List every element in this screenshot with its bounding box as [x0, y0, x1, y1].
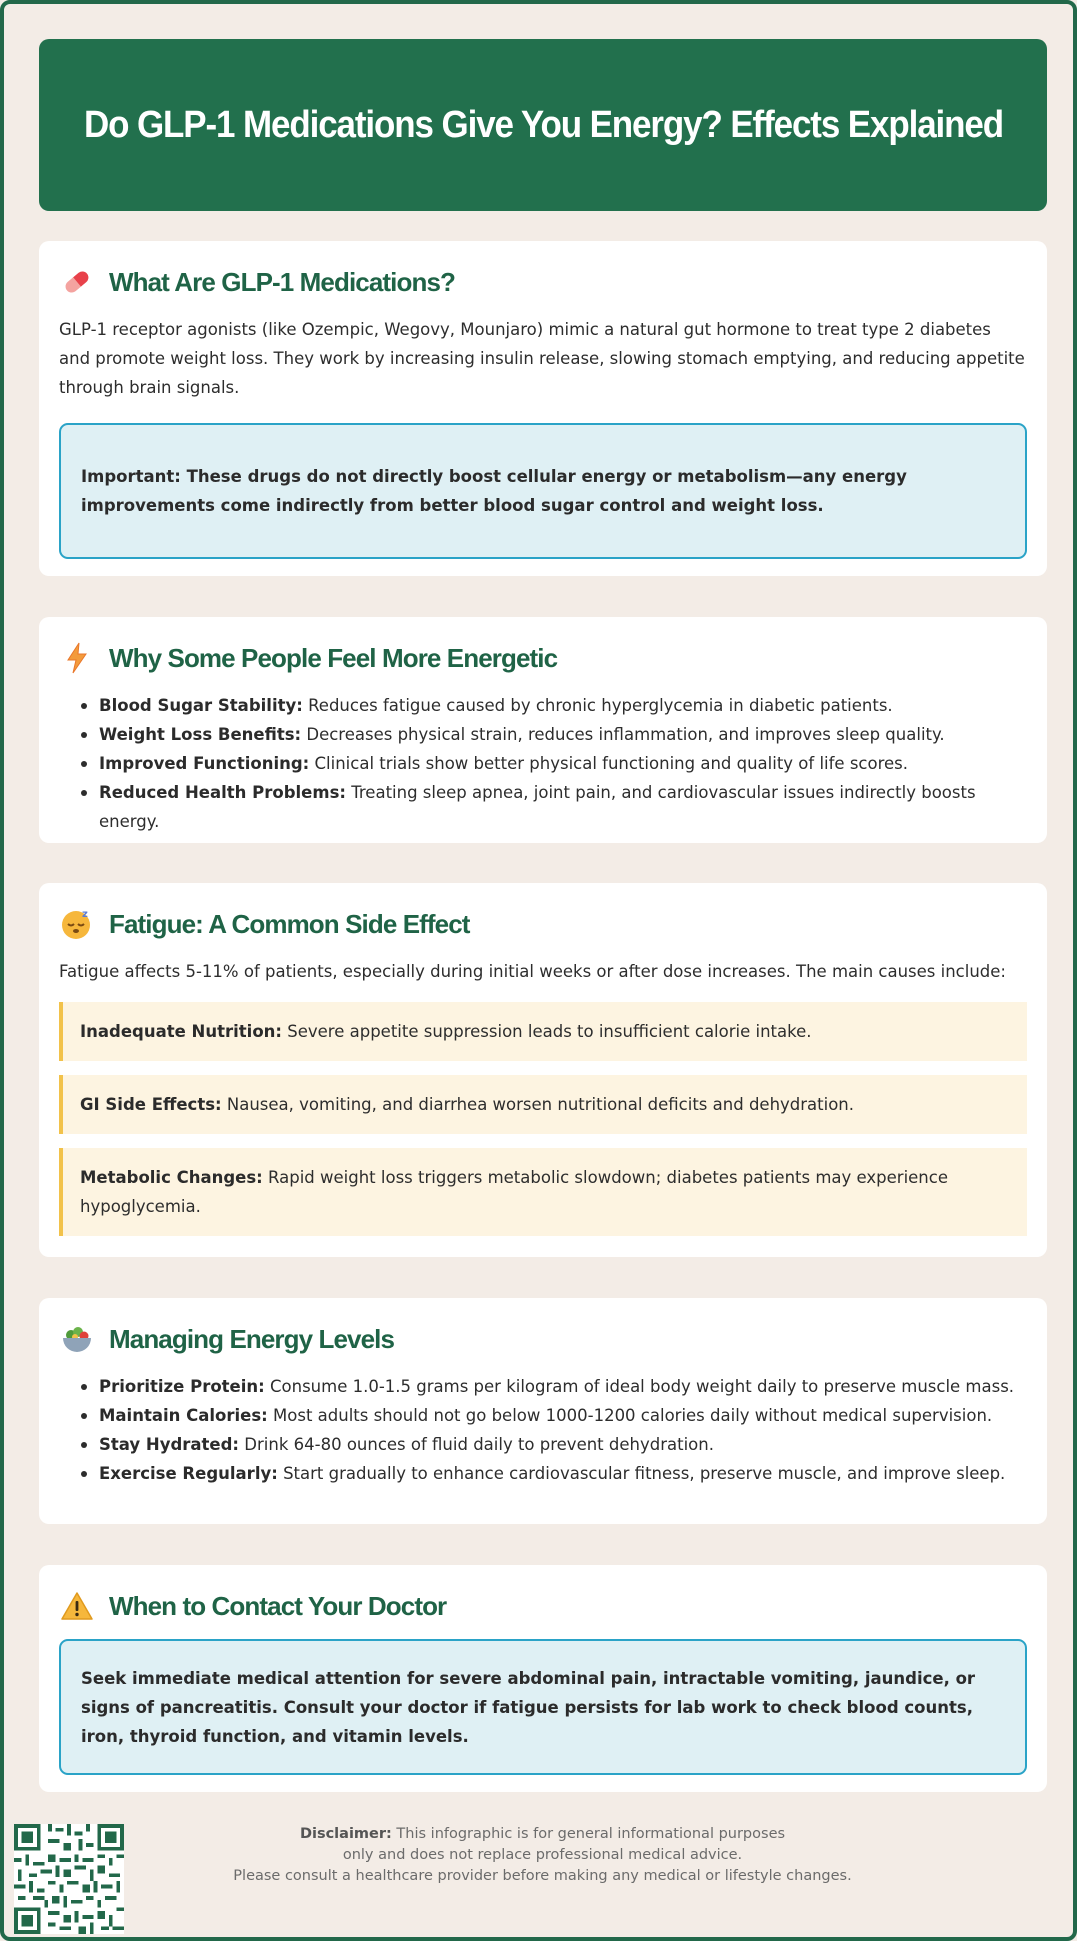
cause-box: GI Side Effects: Nausea, vomiting, and diarrhea worsen nutritional deficits and dehydration.: [59, 1075, 1027, 1134]
disclaimer-label: Disclaimer:: [299, 1826, 392, 1842]
section-intro: Fatigue affects 5-11% of patients, especially during initial weeks or after dose increases. The main causes include:: [59, 962, 1006, 981]
section-title: When to Contact Your Doctor: [109, 1590, 447, 1621]
cause-box: Inadequate Nutrition: Severe appetite suppression leads to insufficient calorie intake.: [59, 1002, 1027, 1061]
section-header: [59, 641, 1027, 675]
svg-text:z: z: [82, 909, 88, 920]
doctor-note: [59, 1639, 1027, 1775]
section-header: [59, 907, 1027, 941]
section-header: [59, 1589, 1027, 1623]
section-title: Fatigue: A Common Side Effect: [109, 908, 470, 939]
page-title: Do GLP-1 Medications Give You Energy? Effects Explained: [83, 103, 1003, 146]
lightning-icon: [59, 641, 95, 675]
section-why-energetic: [39, 617, 1047, 843]
section-managing-energy: [39, 1298, 1047, 1524]
list-item: Maintain Calories: Most adults should not go below 1000-1200 calories daily without medical supervision.: [79, 1401, 1027, 1430]
header-banner: [39, 39, 1047, 211]
section-fatigue: [39, 883, 1047, 1257]
section-header: [59, 265, 1027, 299]
benefits-list: [59, 691, 1027, 836]
list-item: Improved Functioning: Clinical trials show better physical functioning and quality of life scores.: [79, 749, 1027, 778]
cause-box: Metabolic Changes: Rapid weight loss triggers metabolic slowdown; diabetes patients may experience hypoglycemia.: [59, 1148, 1027, 1236]
important-note: [59, 423, 1027, 559]
list-item: Stay Hydrated: Drink 64-80 ounces of fluid daily to prevent dehydration.: [79, 1430, 1027, 1459]
section-title: Why Some People Feel More Energetic: [109, 642, 558, 673]
section-title: What Are GLP-1 Medications?: [109, 266, 455, 297]
section-contact-doctor: [39, 1565, 1047, 1792]
section-title: Managing Energy Levels: [109, 1323, 395, 1354]
pill-icon: [59, 265, 95, 299]
sleepy-face-icon: [59, 907, 95, 941]
important-note-text: Important: These drugs do not directly boost cellular energy or metabolism—any energy improvements come indirectly from better blood sugar control and weight loss.: [81, 467, 907, 515]
list-item: Prioritize Protein: Consume 1.0-1.5 grams per kilogram of ideal body weight daily to preserve muscle mass.: [79, 1372, 1027, 1401]
salad-bowl-icon: [59, 1322, 95, 1356]
warning-icon: [59, 1589, 95, 1623]
list-item: Weight Loss Benefits: Decreases physical strain, reduces inflammation, and improves sleep quality.: [79, 720, 1027, 749]
doctor-note-text: Seek immediate medical attention for severe abdominal pain, intractable vomiting, jaundice, or signs of pancreatitis. Consult your doctor if fatigue persists for lab work to check blood counts, iron, thyroid function, and vitamin levels.: [81, 1668, 976, 1746]
section-header: [59, 1322, 1027, 1356]
disclaimer: Disclaimer: This infographic is for general informational purposes only and does not replace professional medical advice. Please consult a healthcare provider before making any medical or lifestyle changes.: [233, 1826, 852, 1884]
list-item: Exercise Regularly: Start gradually to enhance cardiovascular fitness, preserve muscle, and improve sleep.: [79, 1459, 1027, 1488]
list-item: Reduced Health Problems: Treating sleep apnea, joint pain, and cardiovascular issues indirectly boosts energy.: [79, 778, 1027, 836]
tips-list: [59, 1372, 1027, 1488]
section-paragraph: GLP-1 receptor agonists (like Ozempic, Wegovy, Mounjaro) mimic a natural gut hormone to treat type 2 diabetes and promote weight loss. They work by increasing insulin release, slowing stomach emptying, and reducing appetite through brain signals.: [59, 320, 1025, 397]
section-what-are-glp1: [39, 241, 1047, 576]
list-item: Blood Sugar Stability: Reduces fatigue caused by chronic hyperglycemia in diabetic patients.: [79, 691, 1027, 720]
